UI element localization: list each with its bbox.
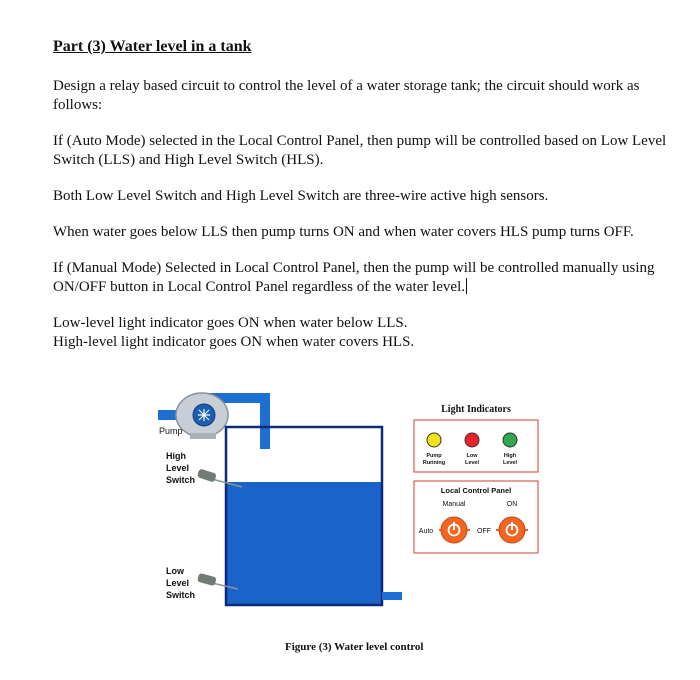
low-level-light [465, 433, 479, 447]
water-tank-figure [150, 385, 550, 625]
off-label: OFF [477, 528, 491, 535]
paragraph-pump-logic: When water goes below LLS then pump turns ON and when water covers HLS pump turns OFF. [53, 224, 634, 240]
high-indicator-line: High-level light indicator goes ON when water covers HLS. [53, 334, 415, 350]
pump-running-light [427, 433, 441, 447]
low-switch-label-line2: Level [166, 578, 190, 588]
outlet-pipe [382, 592, 402, 600]
high-switch-label-line1: High [166, 451, 186, 461]
on-label: ON [506, 501, 518, 508]
part-title: Part (3) Water level in a tank [53, 38, 252, 55]
low-switch-label-line1: Low [166, 566, 184, 576]
paragraph-auto-mode: If (Auto Mode) selected in the Local Control Panel, then pump will be controlled based on Low Level Switch (LLS) and High Level Switch (HLS). [53, 133, 667, 168]
pump-icon [176, 393, 228, 439]
high-switch-label-line2: Level [166, 463, 190, 473]
low-switch-label-line3: Switch [166, 590, 196, 600]
paragraph-intro: Design a relay based circuit to control the level of a water storage tank; the circuit should work as follows: [53, 78, 640, 113]
light-indicators-title: Light Indicators [441, 404, 511, 415]
figure-caption: Figure (3) Water level control [285, 641, 424, 653]
tank-water [226, 482, 382, 605]
inlet-pipe-vertical [260, 393, 270, 449]
low-indicator-line: Low-level light indicator goes ON when water below LLS. [53, 315, 408, 331]
paragraph-sensors: Both Low Level Switch and High Level Switch are three-wire active high sensors. [53, 188, 549, 204]
auto-label: Auto [418, 528, 434, 535]
pump-running-label-line1: Pump [426, 453, 442, 459]
high-level-light-label-line1: High [503, 453, 517, 459]
pump-label: Pump [159, 426, 183, 436]
high-switch-label-line3: Switch [166, 475, 196, 485]
high-level-light [503, 433, 517, 447]
control-panel-title: Local Control Panel [440, 486, 512, 495]
low-level-light-label-line1: Low [466, 453, 478, 459]
text-cursor [466, 278, 467, 294]
low-level-light-label-line2: Level [464, 460, 480, 466]
high-level-light-label-line2: Level [502, 460, 518, 466]
paragraph-manual-mode-text: If (Manual Mode) Selected in Local Control Panel, then the pump will be controlled manually using ON/OFF button in Local Control Panel regardless of the water level. [53, 260, 655, 295]
paragraph-indicators [53, 314, 668, 352]
manual-label: Manual [442, 501, 466, 508]
pump-running-label-line2: Running [422, 460, 446, 466]
paragraph-manual-mode[interactable] [53, 259, 668, 297]
